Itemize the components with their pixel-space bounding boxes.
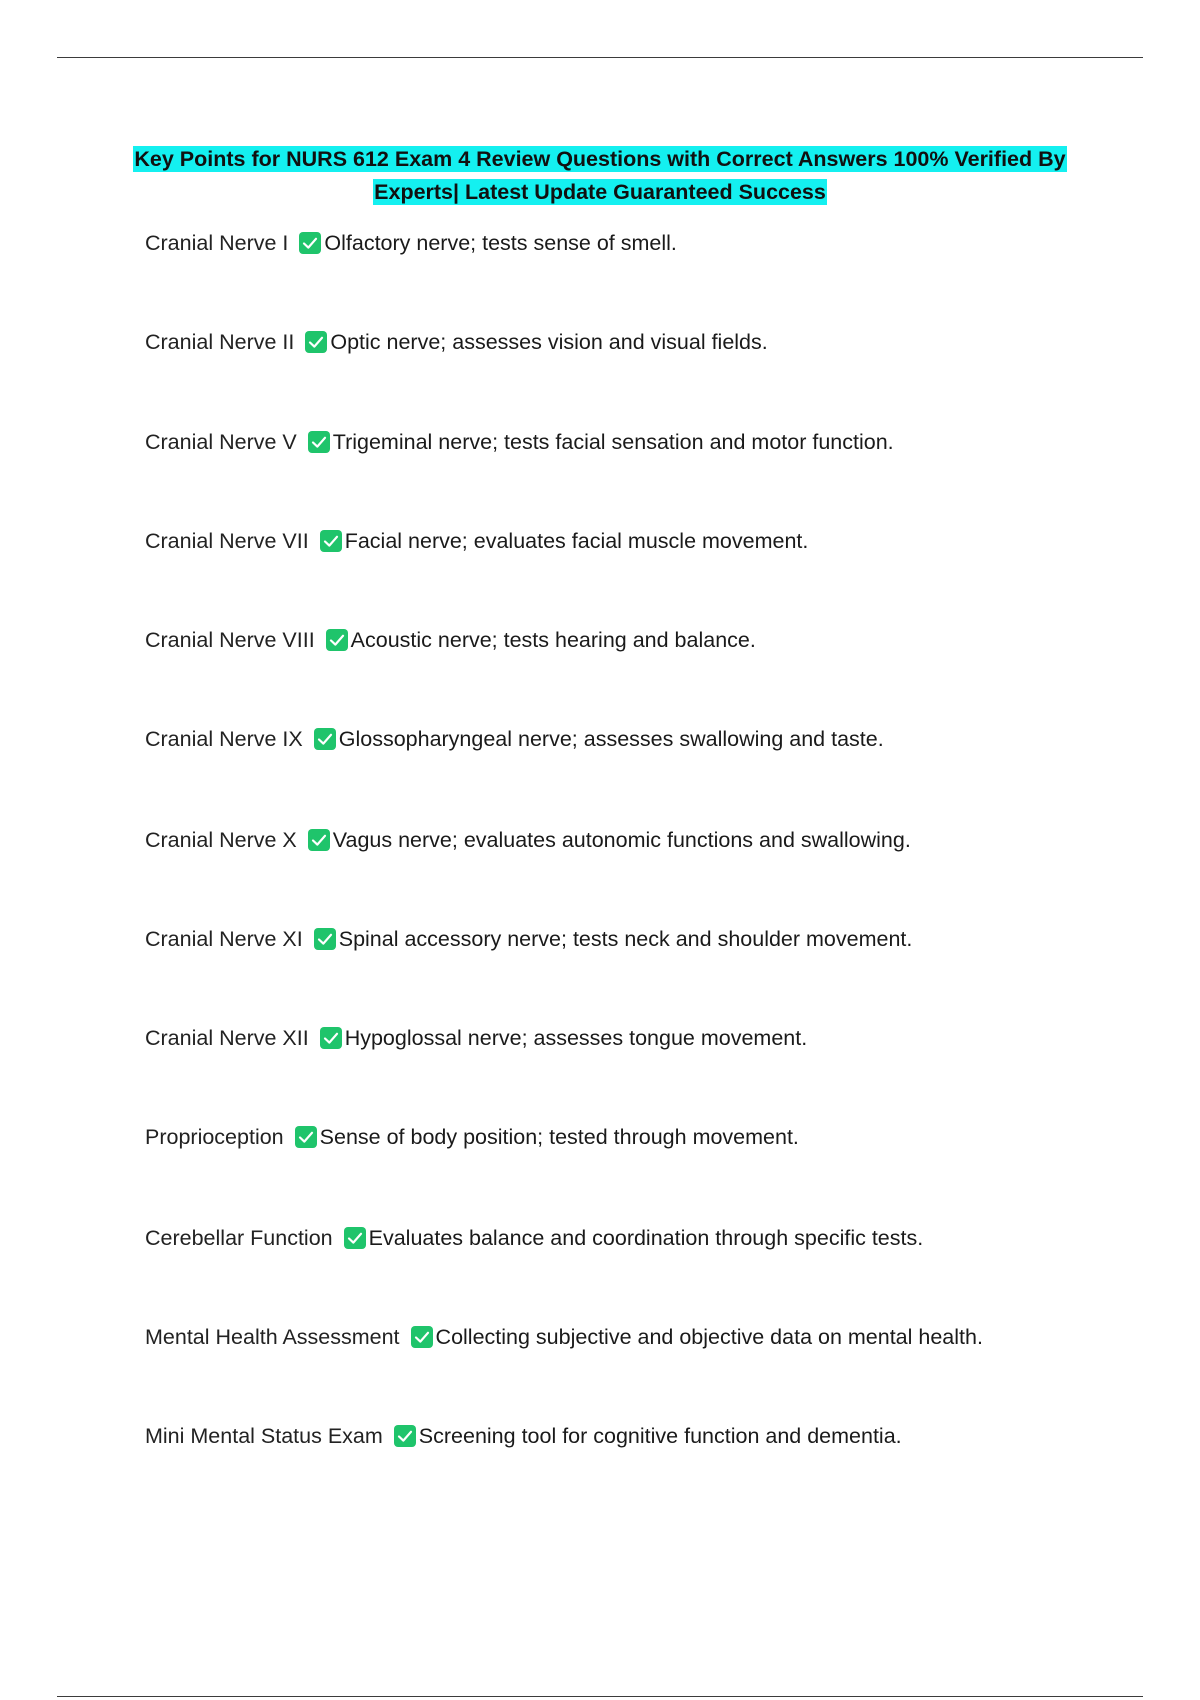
green-checkmark-box-icon bbox=[308, 829, 330, 851]
qa-answer: Screening tool for cognitive function and dementia. bbox=[418, 1424, 902, 1448]
qa-item bbox=[145, 1422, 902, 1450]
green-checkmark-box-icon bbox=[326, 629, 348, 651]
qa-answer: Sense of body position; tested through movement. bbox=[319, 1125, 799, 1149]
qa-answer: Collecting subjective and objective data on mental health. bbox=[435, 1325, 983, 1349]
qa-term: Mental Health Assessment bbox=[145, 1325, 400, 1349]
green-checkmark-box-icon bbox=[320, 530, 342, 552]
green-checkmark-box-icon bbox=[305, 331, 327, 353]
qa-answer: Hypoglossal nerve; assesses tongue movement. bbox=[344, 1026, 808, 1050]
qa-term: Cranial Nerve V bbox=[145, 430, 297, 454]
qa-item bbox=[145, 626, 756, 654]
qa-item bbox=[145, 229, 677, 257]
qa-answer: Facial nerve; evaluates facial muscle movement. bbox=[344, 529, 809, 553]
qa-answer: Spinal accessory nerve; tests neck and shoulder movement. bbox=[338, 927, 913, 951]
document-title bbox=[120, 143, 1080, 209]
qa-term: Cranial Nerve XII bbox=[145, 1026, 309, 1050]
green-checkmark-box-icon bbox=[299, 232, 321, 254]
qa-term: Cranial Nerve II bbox=[145, 330, 295, 354]
qa-term: Cranial Nerve I bbox=[145, 231, 289, 255]
qa-answer: Evaluates balance and coordination through specific tests. bbox=[368, 1226, 924, 1250]
qa-answer: Vagus nerve; evaluates autonomic functions and swallowing. bbox=[332, 828, 911, 852]
green-checkmark-box-icon bbox=[344, 1227, 366, 1249]
green-checkmark-box-icon bbox=[394, 1425, 416, 1447]
qa-item bbox=[145, 826, 911, 854]
qa-term: Cerebellar Function bbox=[145, 1226, 333, 1250]
qa-item bbox=[145, 1024, 807, 1052]
qa-answer: Optic nerve; assesses vision and visual fields. bbox=[330, 330, 768, 354]
qa-item bbox=[145, 725, 884, 753]
qa-term: Cranial Nerve X bbox=[145, 828, 297, 852]
green-checkmark-box-icon bbox=[411, 1326, 433, 1348]
qa-item bbox=[145, 527, 808, 555]
green-checkmark-box-icon bbox=[295, 1126, 317, 1148]
qa-item bbox=[145, 1123, 799, 1151]
green-checkmark-box-icon bbox=[314, 928, 336, 950]
qa-answer: Acoustic nerve; tests hearing and balance. bbox=[350, 628, 756, 652]
qa-item bbox=[145, 925, 912, 953]
qa-answer: Trigeminal nerve; tests facial sensation and motor function. bbox=[332, 430, 894, 454]
green-checkmark-box-icon bbox=[320, 1027, 342, 1049]
qa-item bbox=[145, 1224, 923, 1252]
qa-term: Mini Mental Status Exam bbox=[145, 1424, 383, 1448]
qa-term: Cranial Nerve IX bbox=[145, 727, 303, 751]
qa-term: Cranial Nerve VIII bbox=[145, 628, 315, 652]
qa-term: Cranial Nerve VII bbox=[145, 529, 309, 553]
title-line-2: Experts| Latest Update Guaranteed Success bbox=[374, 180, 826, 204]
title-line-1: Key Points for NURS 612 Exam 4 Review Questions with Correct Answers 100% Verified By bbox=[134, 147, 1066, 171]
green-checkmark-box-icon bbox=[308, 431, 330, 453]
qa-item bbox=[145, 428, 894, 456]
qa-item bbox=[145, 1323, 983, 1351]
footer-rule bbox=[57, 1696, 1143, 1697]
green-checkmark-box-icon bbox=[314, 728, 336, 750]
qa-answer: Glossopharyngeal nerve; assesses swallowing and taste. bbox=[338, 727, 884, 751]
qa-term: Proprioception bbox=[145, 1125, 284, 1149]
header-rule bbox=[57, 57, 1143, 58]
qa-term: Cranial Nerve XI bbox=[145, 927, 303, 951]
qa-item bbox=[145, 328, 768, 356]
qa-answer: Olfactory nerve; tests sense of smell. bbox=[324, 231, 677, 255]
